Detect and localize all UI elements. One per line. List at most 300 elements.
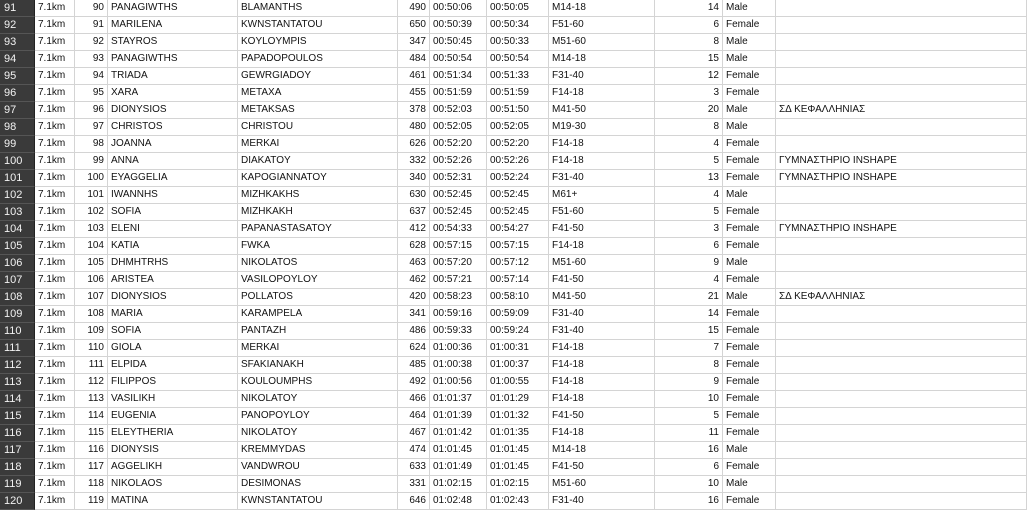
cell-club[interactable]	[776, 136, 1027, 153]
cell-gender[interactable]: Male	[723, 51, 776, 68]
cell-chip-time[interactable]: 00:59:24	[487, 323, 549, 340]
cell-category-rank[interactable]: 8	[655, 119, 723, 136]
cell-rank[interactable]: 115	[75, 425, 108, 442]
cell-rank[interactable]: 91	[75, 17, 108, 34]
cell-rank[interactable]: 93	[75, 51, 108, 68]
cell-bib[interactable]: 626	[398, 136, 430, 153]
cell-gun-time[interactable]: 01:01:42	[430, 425, 487, 442]
cell-bib[interactable]: 624	[398, 340, 430, 357]
cell-category-rank[interactable]: 3	[655, 85, 723, 102]
cell-first-name[interactable]: EYAGGELIA	[108, 170, 238, 187]
cell-first-name[interactable]: NIKOLAOS	[108, 476, 238, 493]
cell-gender[interactable]: Female	[723, 170, 776, 187]
cell-category[interactable]: M41-50	[549, 102, 655, 119]
cell-first-name[interactable]: ELENI	[108, 221, 238, 238]
cell-distance[interactable]: 7.1km	[35, 187, 75, 204]
cell-chip-time[interactable]: 01:00:31	[487, 340, 549, 357]
cell-club[interactable]	[776, 187, 1027, 204]
cell-category[interactable]: F51-60	[549, 17, 655, 34]
cell-category-rank[interactable]: 20	[655, 102, 723, 119]
cell-last-name[interactable]: NIKOLATOY	[238, 391, 398, 408]
cell-club[interactable]	[776, 408, 1027, 425]
cell-gun-time[interactable]: 01:00:36	[430, 340, 487, 357]
cell-category[interactable]: F51-60	[549, 204, 655, 221]
cell-chip-time[interactable]: 01:02:15	[487, 476, 549, 493]
cell-distance[interactable]: 7.1km	[35, 153, 75, 170]
cell-category[interactable]: F14-18	[549, 357, 655, 374]
cell-club[interactable]	[776, 306, 1027, 323]
cell-bib[interactable]: 492	[398, 374, 430, 391]
cell-first-name[interactable]: VASILIKH	[108, 391, 238, 408]
cell-rank[interactable]: 107	[75, 289, 108, 306]
cell-category-rank[interactable]: 7	[655, 340, 723, 357]
cell-chip-time[interactable]: 01:01:45	[487, 459, 549, 476]
cell-last-name[interactable]: NIKOLATOS	[238, 255, 398, 272]
cell-category-rank[interactable]: 10	[655, 476, 723, 493]
cell-gun-time[interactable]: 01:02:15	[430, 476, 487, 493]
cell-distance[interactable]: 7.1km	[35, 459, 75, 476]
cell-bib[interactable]: 490	[398, 0, 430, 17]
cell-club[interactable]	[776, 51, 1027, 68]
cell-category-rank[interactable]: 5	[655, 204, 723, 221]
cell-bib[interactable]: 463	[398, 255, 430, 272]
cell-gender[interactable]: Male	[723, 255, 776, 272]
cell-gun-time[interactable]: 00:50:06	[430, 0, 487, 17]
cell-chip-time[interactable]: 00:58:10	[487, 289, 549, 306]
cell-rank[interactable]: 106	[75, 272, 108, 289]
cell-chip-time[interactable]: 01:01:32	[487, 408, 549, 425]
cell-category-rank[interactable]: 8	[655, 34, 723, 51]
cell-chip-time[interactable]: 00:59:09	[487, 306, 549, 323]
cell-gender[interactable]: Male	[723, 289, 776, 306]
cell-chip-time[interactable]: 00:51:50	[487, 102, 549, 119]
cell-rank[interactable]: 111	[75, 357, 108, 374]
cell-rank[interactable]: 96	[75, 102, 108, 119]
row-header[interactable]: 113	[0, 374, 35, 391]
cell-last-name[interactable]: DIAKATOY	[238, 153, 398, 170]
cell-club[interactable]	[776, 459, 1027, 476]
cell-category[interactable]: F41-50	[549, 408, 655, 425]
cell-gender[interactable]: Male	[723, 187, 776, 204]
cell-rank[interactable]: 94	[75, 68, 108, 85]
cell-gender[interactable]: Male	[723, 34, 776, 51]
row-header[interactable]: 106	[0, 255, 35, 272]
cell-category-rank[interactable]: 3	[655, 221, 723, 238]
cell-distance[interactable]: 7.1km	[35, 34, 75, 51]
cell-bib[interactable]: 332	[398, 153, 430, 170]
cell-category[interactable]: F14-18	[549, 136, 655, 153]
cell-last-name[interactable]: KARAMPELA	[238, 306, 398, 323]
cell-category[interactable]: F41-50	[549, 459, 655, 476]
cell-first-name[interactable]: MARILENA	[108, 17, 238, 34]
cell-bib[interactable]: 486	[398, 323, 430, 340]
cell-category[interactable]: M51-60	[549, 255, 655, 272]
cell-first-name[interactable]: GIOLA	[108, 340, 238, 357]
cell-gun-time[interactable]: 01:02:48	[430, 493, 487, 510]
cell-gun-time[interactable]: 00:52:05	[430, 119, 487, 136]
row-header[interactable]: 103	[0, 204, 35, 221]
cell-first-name[interactable]: ANNA	[108, 153, 238, 170]
cell-gender[interactable]: Female	[723, 493, 776, 510]
row-header[interactable]: 120	[0, 493, 35, 510]
cell-gun-time[interactable]: 00:50:54	[430, 51, 487, 68]
cell-gun-time[interactable]: 00:58:23	[430, 289, 487, 306]
cell-last-name[interactable]: GEWRGIADOY	[238, 68, 398, 85]
cell-gun-time[interactable]: 00:57:20	[430, 255, 487, 272]
cell-category-rank[interactable]: 14	[655, 306, 723, 323]
cell-club[interactable]: ΓΥΜΝΑΣΤΗΡΙΟ INSHAPE	[776, 153, 1027, 170]
cell-gun-time[interactable]: 01:01:37	[430, 391, 487, 408]
cell-category[interactable]: F14-18	[549, 425, 655, 442]
cell-bib[interactable]: 455	[398, 85, 430, 102]
cell-category-rank[interactable]: 6	[655, 459, 723, 476]
cell-distance[interactable]: 7.1km	[35, 136, 75, 153]
cell-first-name[interactable]: DIONYSIOS	[108, 102, 238, 119]
cell-bib[interactable]: 467	[398, 425, 430, 442]
cell-chip-time[interactable]: 00:50:05	[487, 0, 549, 17]
cell-club[interactable]	[776, 374, 1027, 391]
cell-first-name[interactable]: IWANNHS	[108, 187, 238, 204]
cell-gun-time[interactable]: 00:52:45	[430, 187, 487, 204]
cell-bib[interactable]: 464	[398, 408, 430, 425]
cell-category-rank[interactable]: 6	[655, 17, 723, 34]
cell-last-name[interactable]: KOYLOYMPIS	[238, 34, 398, 51]
cell-last-name[interactable]: KREMMYDAS	[238, 442, 398, 459]
cell-gender[interactable]: Female	[723, 68, 776, 85]
cell-rank[interactable]: 119	[75, 493, 108, 510]
cell-bib[interactable]: 466	[398, 391, 430, 408]
cell-bib[interactable]: 650	[398, 17, 430, 34]
cell-category-rank[interactable]: 16	[655, 493, 723, 510]
cell-bib[interactable]: 484	[398, 51, 430, 68]
cell-category[interactable]: F31-40	[549, 170, 655, 187]
cell-first-name[interactable]: DIONYSIOS	[108, 289, 238, 306]
cell-category-rank[interactable]: 15	[655, 323, 723, 340]
cell-club[interactable]	[776, 493, 1027, 510]
cell-bib[interactable]: 485	[398, 357, 430, 374]
cell-rank[interactable]: 103	[75, 221, 108, 238]
cell-club[interactable]: ΓΥΜΝΑΣΤΗΡΙΟ INSHAPE	[776, 170, 1027, 187]
cell-chip-time[interactable]: 00:52:05	[487, 119, 549, 136]
cell-category[interactable]: F14-18	[549, 340, 655, 357]
row-header[interactable]: 104	[0, 221, 35, 238]
row-header[interactable]: 99	[0, 136, 35, 153]
cell-distance[interactable]: 7.1km	[35, 306, 75, 323]
cell-chip-time[interactable]: 00:52:20	[487, 136, 549, 153]
row-header[interactable]: 112	[0, 357, 35, 374]
cell-last-name[interactable]: NIKOLATOY	[238, 425, 398, 442]
cell-last-name[interactable]: MERKAI	[238, 340, 398, 357]
cell-chip-time[interactable]: 00:51:33	[487, 68, 549, 85]
row-header[interactable]: 119	[0, 476, 35, 493]
cell-category-rank[interactable]: 21	[655, 289, 723, 306]
cell-gender[interactable]: Female	[723, 204, 776, 221]
cell-distance[interactable]: 7.1km	[35, 289, 75, 306]
cell-club[interactable]	[776, 255, 1027, 272]
cell-distance[interactable]: 7.1km	[35, 170, 75, 187]
cell-gun-time[interactable]: 00:50:45	[430, 34, 487, 51]
cell-last-name[interactable]: MIZHKAKH	[238, 204, 398, 221]
cell-club[interactable]: ΣΔ ΚΕΦΑΛΛΗΝΙΑΣ	[776, 102, 1027, 119]
cell-chip-time[interactable]: 01:00:37	[487, 357, 549, 374]
row-header[interactable]: 117	[0, 442, 35, 459]
cell-gun-time[interactable]: 00:52:45	[430, 204, 487, 221]
cell-rank[interactable]: 105	[75, 255, 108, 272]
cell-last-name[interactable]: SFAKIANAKH	[238, 357, 398, 374]
cell-gender[interactable]: Female	[723, 17, 776, 34]
cell-rank[interactable]: 113	[75, 391, 108, 408]
cell-club[interactable]	[776, 272, 1027, 289]
cell-first-name[interactable]: PANAGIWTHS	[108, 51, 238, 68]
cell-rank[interactable]: 97	[75, 119, 108, 136]
cell-chip-time[interactable]: 00:52:26	[487, 153, 549, 170]
cell-gun-time[interactable]: 00:54:33	[430, 221, 487, 238]
cell-chip-time[interactable]: 00:52:24	[487, 170, 549, 187]
cell-gun-time[interactable]: 00:57:15	[430, 238, 487, 255]
row-header[interactable]: 97	[0, 102, 35, 119]
cell-gender[interactable]: Female	[723, 408, 776, 425]
cell-chip-time[interactable]: 00:50:34	[487, 17, 549, 34]
cell-category-rank[interactable]: 5	[655, 408, 723, 425]
row-header[interactable]: 118	[0, 459, 35, 476]
cell-last-name[interactable]: CHRISTOU	[238, 119, 398, 136]
cell-bib[interactable]: 628	[398, 238, 430, 255]
cell-first-name[interactable]: MARIA	[108, 306, 238, 323]
cell-category-rank[interactable]: 14	[655, 0, 723, 17]
cell-gun-time[interactable]: 00:59:33	[430, 323, 487, 340]
cell-gender[interactable]: Female	[723, 85, 776, 102]
cell-first-name[interactable]: KATIA	[108, 238, 238, 255]
cell-distance[interactable]: 7.1km	[35, 323, 75, 340]
cell-distance[interactable]: 7.1km	[35, 476, 75, 493]
cell-category-rank[interactable]: 9	[655, 255, 723, 272]
row-header[interactable]: 110	[0, 323, 35, 340]
cell-gender[interactable]: Female	[723, 340, 776, 357]
cell-category[interactable]: M14-18	[549, 442, 655, 459]
cell-category-rank[interactable]: 12	[655, 68, 723, 85]
cell-first-name[interactable]: FILIPPOS	[108, 374, 238, 391]
cell-distance[interactable]: 7.1km	[35, 340, 75, 357]
cell-distance[interactable]: 7.1km	[35, 357, 75, 374]
cell-bib[interactable]: 461	[398, 68, 430, 85]
cell-category-rank[interactable]: 4	[655, 272, 723, 289]
cell-bib[interactable]: 347	[398, 34, 430, 51]
cell-distance[interactable]: 7.1km	[35, 68, 75, 85]
cell-rank[interactable]: 92	[75, 34, 108, 51]
cell-first-name[interactable]: EUGENIA	[108, 408, 238, 425]
row-header[interactable]: 107	[0, 272, 35, 289]
row-header[interactable]: 105	[0, 238, 35, 255]
cell-club[interactable]	[776, 323, 1027, 340]
cell-bib[interactable]: 341	[398, 306, 430, 323]
cell-distance[interactable]: 7.1km	[35, 204, 75, 221]
cell-first-name[interactable]: AGGELIKH	[108, 459, 238, 476]
cell-gun-time[interactable]: 01:01:45	[430, 442, 487, 459]
cell-club[interactable]	[776, 357, 1027, 374]
cell-category-rank[interactable]: 13	[655, 170, 723, 187]
cell-last-name[interactable]: FWKA	[238, 238, 398, 255]
row-header[interactable]: 95	[0, 68, 35, 85]
cell-rank[interactable]: 104	[75, 238, 108, 255]
cell-category[interactable]: F31-40	[549, 306, 655, 323]
cell-last-name[interactable]: BLAMANTHS	[238, 0, 398, 17]
cell-category[interactable]: M14-18	[549, 51, 655, 68]
cell-category-rank[interactable]: 4	[655, 136, 723, 153]
row-header[interactable]: 92	[0, 17, 35, 34]
cell-last-name[interactable]: DESIMONAS	[238, 476, 398, 493]
cell-category[interactable]: M61+	[549, 187, 655, 204]
cell-first-name[interactable]: TRIADA	[108, 68, 238, 85]
cell-rank[interactable]: 114	[75, 408, 108, 425]
row-header[interactable]: 111	[0, 340, 35, 357]
cell-rank[interactable]: 90	[75, 0, 108, 17]
cell-gender[interactable]: Female	[723, 357, 776, 374]
cell-category-rank[interactable]: 9	[655, 374, 723, 391]
cell-gun-time[interactable]: 00:59:16	[430, 306, 487, 323]
cell-club[interactable]	[776, 119, 1027, 136]
cell-distance[interactable]: 7.1km	[35, 493, 75, 510]
cell-gender[interactable]: Female	[723, 221, 776, 238]
cell-category[interactable]: M51-60	[549, 476, 655, 493]
cell-club[interactable]	[776, 17, 1027, 34]
cell-distance[interactable]: 7.1km	[35, 85, 75, 102]
cell-rank[interactable]: 109	[75, 323, 108, 340]
cell-first-name[interactable]: DIONYSIS	[108, 442, 238, 459]
row-header[interactable]: 96	[0, 85, 35, 102]
cell-first-name[interactable]: ELPIDA	[108, 357, 238, 374]
cell-distance[interactable]: 7.1km	[35, 391, 75, 408]
cell-category-rank[interactable]: 10	[655, 391, 723, 408]
cell-gender[interactable]: Male	[723, 119, 776, 136]
cell-club[interactable]	[776, 442, 1027, 459]
cell-club[interactable]	[776, 34, 1027, 51]
cell-distance[interactable]: 7.1km	[35, 238, 75, 255]
cell-bib[interactable]: 412	[398, 221, 430, 238]
cell-gun-time[interactable]: 00:52:20	[430, 136, 487, 153]
cell-club[interactable]	[776, 204, 1027, 221]
cell-gender[interactable]: Female	[723, 323, 776, 340]
cell-rank[interactable]: 102	[75, 204, 108, 221]
cell-gun-time[interactable]: 00:57:21	[430, 272, 487, 289]
cell-last-name[interactable]: MIZHKAKHS	[238, 187, 398, 204]
cell-last-name[interactable]: KWNSTANTATOU	[238, 17, 398, 34]
cell-first-name[interactable]: CHRISTOS	[108, 119, 238, 136]
cell-rank[interactable]: 95	[75, 85, 108, 102]
cell-club[interactable]: ΣΔ ΚΕΦΑΛΛΗΝΙΑΣ	[776, 289, 1027, 306]
cell-distance[interactable]: 7.1km	[35, 374, 75, 391]
cell-category[interactable]: F14-18	[549, 153, 655, 170]
cell-chip-time[interactable]: 01:01:29	[487, 391, 549, 408]
cell-chip-time[interactable]: 01:01:35	[487, 425, 549, 442]
cell-first-name[interactable]: XARA	[108, 85, 238, 102]
cell-gender[interactable]: Male	[723, 0, 776, 17]
cell-rank[interactable]: 101	[75, 187, 108, 204]
cell-gun-time[interactable]: 00:51:34	[430, 68, 487, 85]
cell-last-name[interactable]: PAPANASTASATOY	[238, 221, 398, 238]
cell-last-name[interactable]: METAXA	[238, 85, 398, 102]
row-header[interactable]: 91	[0, 0, 35, 17]
cell-last-name[interactable]: KOULOUMPHS	[238, 374, 398, 391]
cell-bib[interactable]: 462	[398, 272, 430, 289]
cell-rank[interactable]: 100	[75, 170, 108, 187]
cell-category[interactable]: M14-18	[549, 0, 655, 17]
cell-gender[interactable]: Female	[723, 425, 776, 442]
cell-last-name[interactable]: VASILOPOYLOY	[238, 272, 398, 289]
cell-club[interactable]	[776, 340, 1027, 357]
cell-distance[interactable]: 7.1km	[35, 442, 75, 459]
cell-rank[interactable]: 117	[75, 459, 108, 476]
cell-distance[interactable]: 7.1km	[35, 425, 75, 442]
cell-gun-time[interactable]: 00:52:26	[430, 153, 487, 170]
cell-chip-time[interactable]: 00:50:33	[487, 34, 549, 51]
cell-club[interactable]	[776, 0, 1027, 17]
cell-gender[interactable]: Female	[723, 272, 776, 289]
cell-first-name[interactable]: ELEYTHERIA	[108, 425, 238, 442]
cell-chip-time[interactable]: 00:57:15	[487, 238, 549, 255]
row-header[interactable]: 109	[0, 306, 35, 323]
cell-category-rank[interactable]: 4	[655, 187, 723, 204]
row-header[interactable]: 116	[0, 425, 35, 442]
cell-category[interactable]: F14-18	[549, 85, 655, 102]
cell-bib[interactable]: 420	[398, 289, 430, 306]
cell-gender[interactable]: Female	[723, 391, 776, 408]
cell-chip-time[interactable]: 01:01:45	[487, 442, 549, 459]
cell-category[interactable]: F41-50	[549, 221, 655, 238]
cell-rank[interactable]: 112	[75, 374, 108, 391]
cell-chip-time[interactable]: 00:54:27	[487, 221, 549, 238]
cell-gender[interactable]: Female	[723, 306, 776, 323]
cell-chip-time[interactable]: 00:57:12	[487, 255, 549, 272]
cell-chip-time[interactable]: 00:52:45	[487, 204, 549, 221]
cell-rank[interactable]: 118	[75, 476, 108, 493]
cell-first-name[interactable]: DHMHTRHS	[108, 255, 238, 272]
cell-gender[interactable]: Female	[723, 459, 776, 476]
cell-club[interactable]	[776, 425, 1027, 442]
cell-last-name[interactable]: KWNSTANTATOU	[238, 493, 398, 510]
cell-gender[interactable]: Female	[723, 136, 776, 153]
row-header[interactable]: 108	[0, 289, 35, 306]
cell-category[interactable]: F31-40	[549, 68, 655, 85]
cell-category[interactable]: F14-18	[549, 374, 655, 391]
row-header[interactable]: 114	[0, 391, 35, 408]
cell-last-name[interactable]: KAPOGIANNATOY	[238, 170, 398, 187]
cell-category-rank[interactable]: 16	[655, 442, 723, 459]
row-header[interactable]: 100	[0, 153, 35, 170]
cell-bib[interactable]: 633	[398, 459, 430, 476]
cell-chip-time[interactable]: 01:00:55	[487, 374, 549, 391]
cell-club[interactable]	[776, 391, 1027, 408]
cell-category[interactable]: F41-50	[549, 272, 655, 289]
cell-category-rank[interactable]: 15	[655, 51, 723, 68]
cell-first-name[interactable]: ARISTEA	[108, 272, 238, 289]
cell-gun-time[interactable]: 00:50:39	[430, 17, 487, 34]
cell-category[interactable]: F31-40	[549, 323, 655, 340]
cell-chip-time[interactable]: 01:02:43	[487, 493, 549, 510]
cell-category-rank[interactable]: 11	[655, 425, 723, 442]
row-header[interactable]: 98	[0, 119, 35, 136]
cell-gender[interactable]: Female	[723, 238, 776, 255]
cell-first-name[interactable]: JOANNA	[108, 136, 238, 153]
row-header[interactable]: 93	[0, 34, 35, 51]
cell-category[interactable]: F14-18	[549, 391, 655, 408]
cell-category-rank[interactable]: 8	[655, 357, 723, 374]
cell-distance[interactable]: 7.1km	[35, 0, 75, 17]
cell-first-name[interactable]: SOFIA	[108, 204, 238, 221]
cell-gun-time[interactable]: 00:52:31	[430, 170, 487, 187]
cell-gender[interactable]: Female	[723, 153, 776, 170]
cell-category[interactable]: M19-30	[549, 119, 655, 136]
cell-rank[interactable]: 116	[75, 442, 108, 459]
